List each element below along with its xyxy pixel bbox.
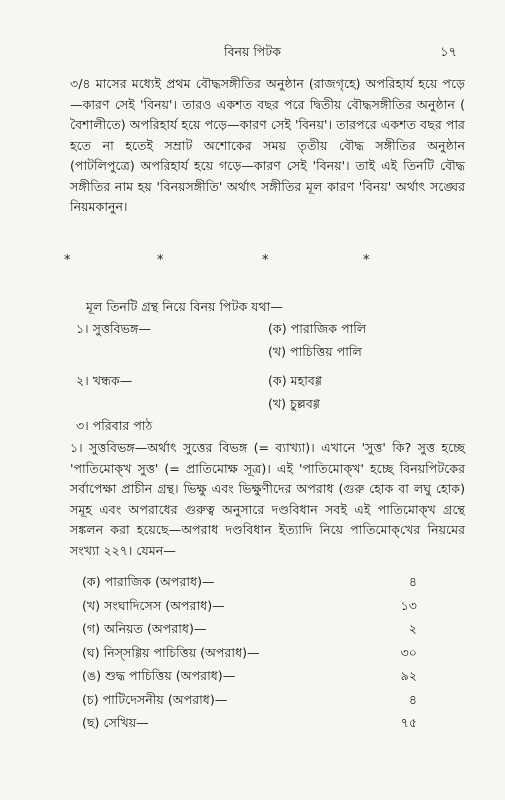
book-subdivision: (ক) পারাজিক পালি bbox=[268, 321, 367, 336]
paragraph-vinaya-councils: ৩/৪ মাসের মধ্যেই প্রথম বৌদ্ধসঙ্গীতির অনুষ্ঠান (রাজগৃহে) অপরিহার্য হয়ে পড়ে—কারণ সেই 'বিনয়'। তারও একশত বছর পরে দ্বিতীয় বৌদ্ধসঙ্গীতির অনুষ্ঠান ( বৈশালীতে) অপরিহার্য হয়ে পড়ে—কারণ সেই 'বিনয়'। তারপরে একশত বছর পার হতে না হতেই সম্রাট অশোকের সময় তৃতীয় বৌদ্ধ সঙ্গীতির অনুষ্ঠান (পাটলিপুত্রে) অপরিহার্য হয়ে গড়ে—কারণ সেই 'বিনয়'। তাই এই তিনটি বৌদ্ধ সঙ্গীতির নাম হয় 'বিনয়সঙ্গীতি' অর্থাৎ সঙ্গীতির মূল কারণ 'বিনয়' অর্থাৎ সঙ্ঘের নিয়মকানুন। bbox=[70, 76, 465, 214]
book-title: ১। সুত্তবিভঙ্গ— bbox=[76, 321, 151, 336]
list-item bbox=[82, 688, 417, 712]
rule-label: (ঘ) নিস্সগ্গিয় পাচিত্তিয় (অপরাধ)— bbox=[82, 644, 260, 660]
page-title: বিনয় পিটক bbox=[224, 44, 281, 59]
list-item bbox=[82, 594, 417, 618]
section-divider bbox=[0, 253, 505, 273]
books-intro: মূল তিনটি গ্রন্থ নিয়ে বিনয় পিটক যথা— bbox=[86, 299, 283, 314]
divider-star: * bbox=[363, 253, 370, 268]
page-header bbox=[0, 44, 505, 64]
book-subdivision: (খ) পাচিত্তিয় পালি bbox=[268, 344, 362, 359]
divider-star: * bbox=[157, 253, 164, 268]
rule-label: (চ) পাটিদেসনীয় (অপরাধ)— bbox=[82, 691, 228, 707]
rule-count: ৪ bbox=[408, 691, 417, 707]
rule-label: (খ) সংঘাদিসেস (অপরাধ)— bbox=[82, 597, 225, 613]
rule-count: ৪ bbox=[408, 574, 417, 589]
book-khandhaka bbox=[76, 371, 416, 391]
page-number: ১৭ bbox=[440, 45, 457, 60]
rule-label: (ছ) সেখিয়— bbox=[82, 715, 149, 730]
rule-count: ২ bbox=[408, 621, 417, 636]
rule-label: (ঙ) শুদ্ধ পাচিত্তিয় (অপরাধ)— bbox=[82, 668, 236, 683]
rule-label: (ক) পারাজিক (অপরাধ)— bbox=[82, 574, 215, 589]
patimokkha-rules-list bbox=[82, 570, 417, 735]
rule-count: ৩০ bbox=[400, 644, 417, 660]
list-item bbox=[82, 711, 417, 735]
book-title: ২। খন্ধক— bbox=[76, 373, 133, 388]
list-item bbox=[82, 570, 417, 594]
rule-count: ৯২ bbox=[400, 668, 417, 683]
list-item bbox=[82, 664, 417, 688]
rule-count: ৭৫ bbox=[400, 715, 417, 730]
list-item bbox=[82, 617, 417, 641]
rule-label: (গ) অনিয়ত (অপরাধ)— bbox=[82, 621, 207, 636]
divider-star: * bbox=[64, 253, 71, 268]
book-subdivision: (খ) চুল্লবগ্গ bbox=[268, 396, 320, 411]
rule-count: ১৩ bbox=[400, 597, 417, 613]
book-parivara: ৩। পরিবার পাঠ bbox=[76, 418, 153, 433]
paragraph-sutta-vibhanga: ১। সুত্তবিভঙ্গ—অর্থাৎ সুত্তের বিভঙ্গ (= ব্যাখ্যা)। এখানে 'সুত্ত' কি? সুত্ত হচ্ছে 'পাতিমোক্‌খ সুত্ত' (= প্রাতিমোক্ষ সূত্র)। এই 'পাতিমোক্‌খ' হচ্ছে বিনয়পিটকের সর্বাপেক্ষা প্রাচীন গ্রন্থ। ভিক্ষু এবং ভিক্ষুণীদের অপরাধ (গুরু হোক বা লঘু হোক) সমূহ এবং অপরাধের গুরুত্ব অনুসারে দণ্ডবিধান সবই এই পাতিমোক্‌খ গ্রন্থে সঙ্কলন করা হয়েছে—অপরাধ দণ্ডবিধান ইত্যাদি নিয়ে পাতিমোক্‌খের নিয়মের সংখ্যা ২২৭। যেমন— bbox=[70, 440, 465, 558]
list-item bbox=[82, 641, 417, 665]
book-sutta-vibhanga bbox=[76, 319, 416, 339]
book-subdivision: (ক) মহাবগ্গ bbox=[268, 373, 323, 388]
divider-star: * bbox=[262, 253, 269, 268]
